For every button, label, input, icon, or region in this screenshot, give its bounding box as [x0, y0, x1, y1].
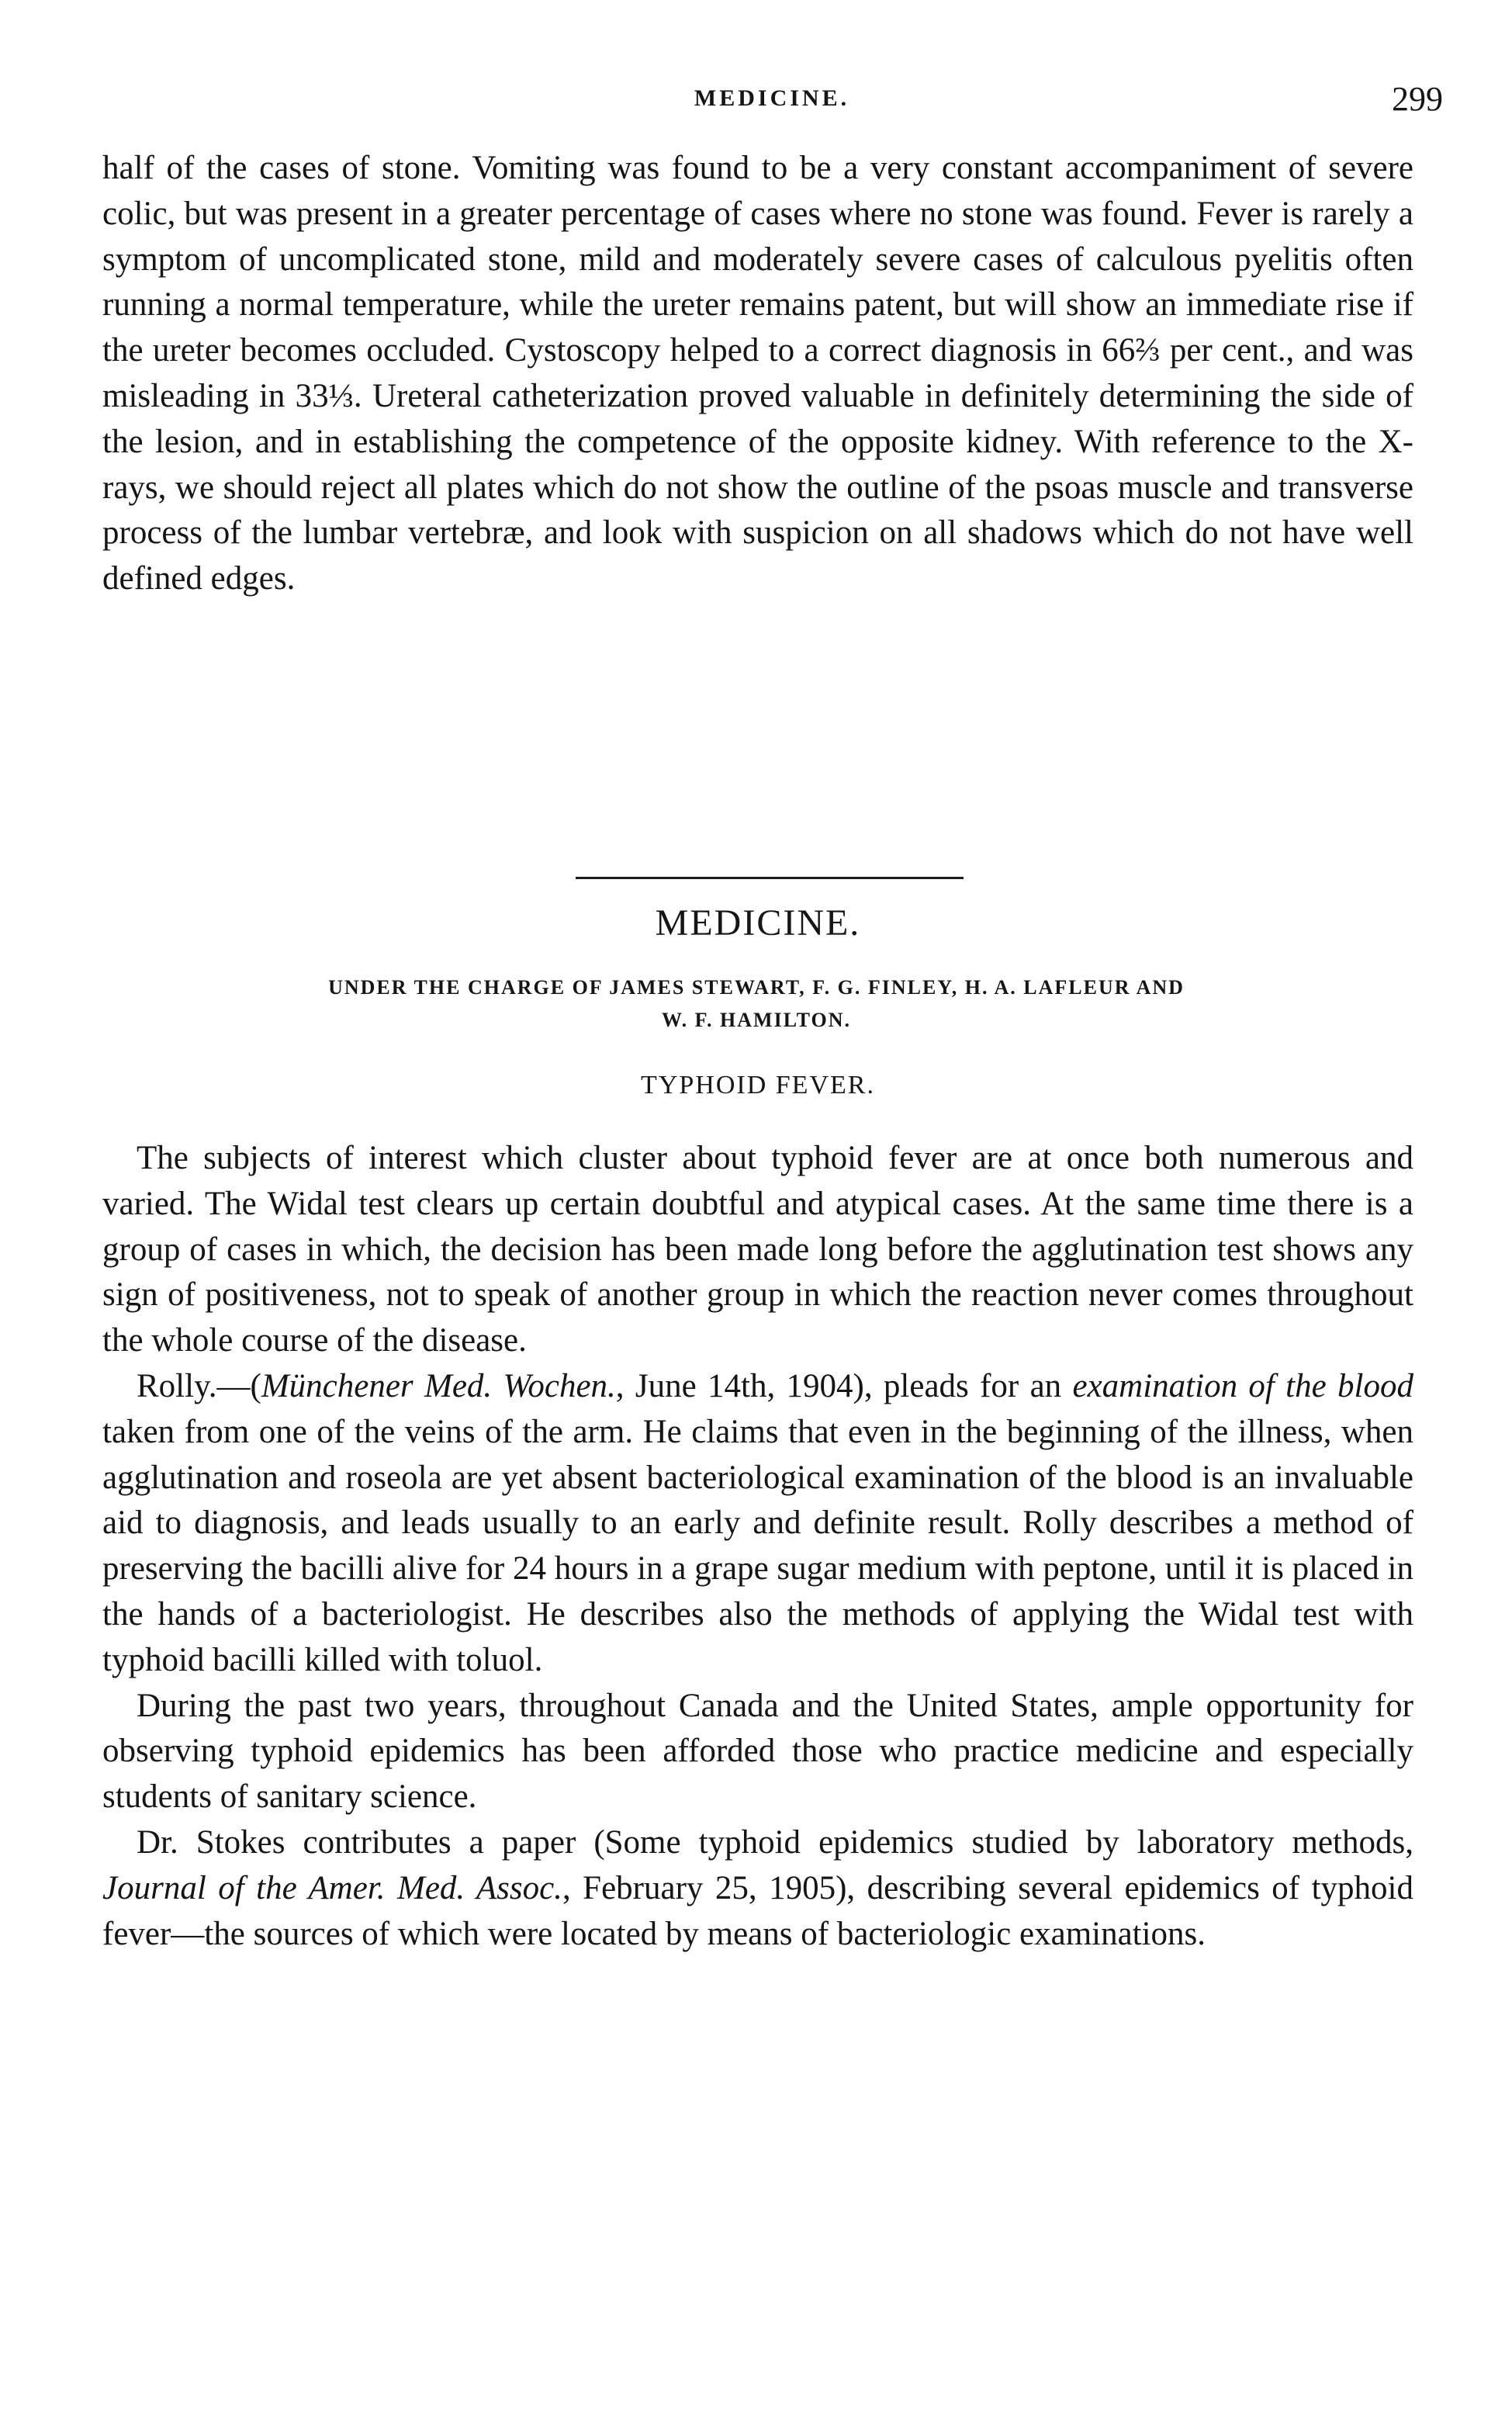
subheading: TYPHOID FEVER.	[641, 1071, 875, 1099]
continued-paragraph-block	[102, 146, 1413, 602]
section-title: MEDICINE.	[655, 902, 861, 944]
byline-line-1: UNDER THE CHARGE OF JAMES STEWART, F. G. FINLEY, H. A. LAFLEUR AND	[328, 976, 1185, 999]
section-byline	[155, 971, 1358, 1037]
rolly-rest: taken from one of the veins of the arm. He claims that even in the beginning of the illness, when agglutination and roseola are yet absent bacteriological examination of the blood is an invaluable aid to diagnosis, and leads usually to an early and definite result. Rolly describes a method of preserving the bacilli alive for 24 hours in a grape sugar medium with peptone, until it is placed in the hands of a bacteriologist. He describes also the methods of applying the Widal test with typhoid bacilli killed with toluol.	[102, 1413, 1413, 1678]
rolly-journal: Münchener Med. Wochen.	[261, 1367, 616, 1404]
paragraph-stokes	[102, 1820, 1413, 1957]
page-number: 299	[1392, 80, 1443, 118]
byline-line-2: W. F. HAMILTON.	[661, 1009, 852, 1031]
rolly-emphasis: examination of the blood	[1072, 1367, 1413, 1404]
paragraph-widal: The subjects of interest which cluster about typhoid fever are at once both numerous and varied. The Widal test clears up certain doubtful and atypical cases. At the same time there is a group of cases in which, the decision has been made long before the agglutination test shows any sign of positiveness, not to speak of another group in which the reaction never comes throughout the whole course of the disease.	[102, 1140, 1413, 1359]
body-text-block	[102, 1136, 1413, 1957]
running-title: MEDICINE.	[694, 85, 850, 111]
stokes-lead: Dr. Stokes contributes a paper (Some typhoid epidemics studied by laboratory methods,	[137, 1823, 1413, 1861]
section-divider-rule	[576, 877, 964, 879]
stokes-journal: Journal of the Amer. Med. Assoc.	[102, 1869, 562, 1906]
stokes-rest: , February 25, 1905), describing several epidemics of typhoid fever—the sources of which were located by means of bacteriologic examinations.	[102, 1869, 1413, 1952]
paragraph-epidemics: During the past two years, throughout Canada and the United States, ample opportunity for observing typhoid epidemics has been afforded those who practice medicine and especially students of sanitary science.	[102, 1687, 1413, 1816]
running-head	[101, 79, 1443, 126]
paragraph-rolly	[102, 1364, 1413, 1684]
rolly-lead: Rolly.—(	[137, 1367, 261, 1404]
continued-paragraph: half of the cases of stone. Vomiting was found to be a very constant accompaniment of severe colic, but was present in a greater percentage of cases where no stone was found. Fever is rarely a symptom of uncomplicated stone, mild and moderately severe cases of calculous pyelitis often running a normal temperature, while the ureter remains patent, but will show an immediate rise if the ureter becomes occluded. Cystoscopy helped to a correct diagnosis in 66⅔ per cent., and was misleading in 33⅓. Ureteral catheterization proved valuable in definitely determining the side of the lesion, and in establishing the competence of the opposite kidney. With reference to the X-rays, we should reject all plates which do not show the outline of the psoas muscle and transverse process of the lumbar vertebræ, and look with suspicion on all shadows which do not have well defined edges.	[102, 150, 1413, 597]
rolly-date: , June 14th, 1904), pleads for an	[615, 1367, 1073, 1404]
